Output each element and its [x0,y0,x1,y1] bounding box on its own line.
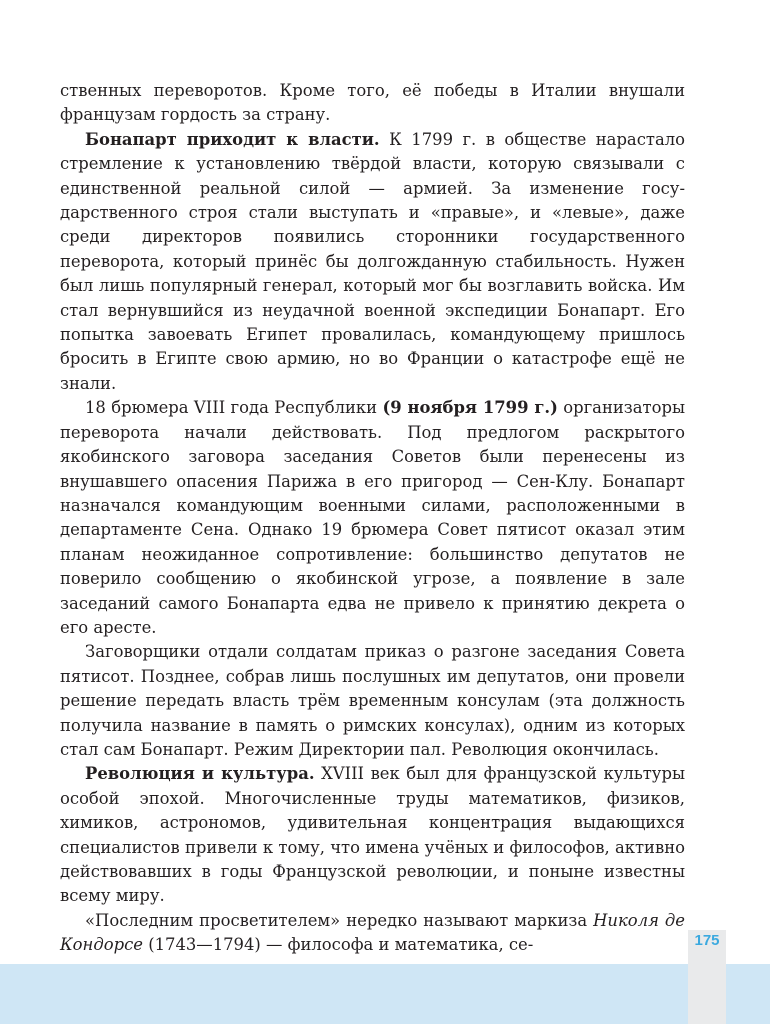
paragraph [60,79,685,128]
text-run: XVIII век был для французской культуры особой эпохой. Многочисленные труды математиков, физиков, химиков, астрономов, удивительная концентрация выдающихся специалистов привели к тому, что имена учёных и философов, активно действовавших в годы Французской революции, и поныне известны всему миру. [60,764,685,906]
paragraph [60,128,685,396]
text-run: ственных переворотов. Кроме того, её победы в Италии внушали французам гордость за страну. [60,81,685,125]
footer-band [0,964,770,1024]
section-heading: Революция и культура. [85,764,315,784]
text-run: К 1799 г. в обществе нарастало стремление к установлению твёрдой власти, которую связывали с единственной реальной силой — армией. За изменение государственного строя стали выступать и «правые», и «левые», даже среди директоров появились сторонники государственного переворота, который принёс бы долгожданную стабильность. Нужен был лишь популярный генерал, который мог бы возглавить войска. Им стал вернувшийся из неудачной военной экспедиции Бонапарт. Его попытка завоевать Египет провалилась, командующему пришлось бросить в Египте свою армию, но во Франции о катастрофе ещё не знали. [60,129,686,393]
section-heading: Бонапарт приходит к власти. [85,129,380,149]
text-run: «Последним просветителем» нередко называют маркиза [85,910,594,930]
body-text [60,79,685,958]
text-run: (1743—1794) — философа и математика, се- [142,935,534,955]
paragraph [60,909,685,958]
paragraph [60,640,685,762]
paragraph [60,396,685,640]
text-run: организаторы переворота начали действовать. Под предлогом раскрытого якобинского заговора заседания Советов были перенесены из внушавшего опасения Парижа в его пригород — Сен-Клу. Бонапарт назначался командующим военными силами, расположенными в департаменте Сена. Однако 19 брюмера Совет пятисот оказал этим планам неожиданное сопротивление: большинство депутатов не поверило сообщению о якобинской угрозе, а появление в зале заседаний самого Бонапарта едва не привело к принятию декрета о его аресте. [60,398,685,637]
person-name: Николя де Кондорсе [60,910,686,955]
page-number: 175 [694,932,720,949]
text-run: 18 брюмера VIII года Республики [85,398,383,418]
date-emphasis: (9 ноября 1799 г.) [382,398,558,418]
paragraph [60,762,685,908]
text-run: Заговорщики отдали солдатам приказ о разгоне заседания Совета пятисот. Позднее, собрав лишь послушных им депутатов, они провели решение передать власть трём временным консулам (эта должность получила название в память о римских консулах), одним из которых стал сам Бонапарт. Режим Директории пал. Революция окончилась. [60,642,685,759]
